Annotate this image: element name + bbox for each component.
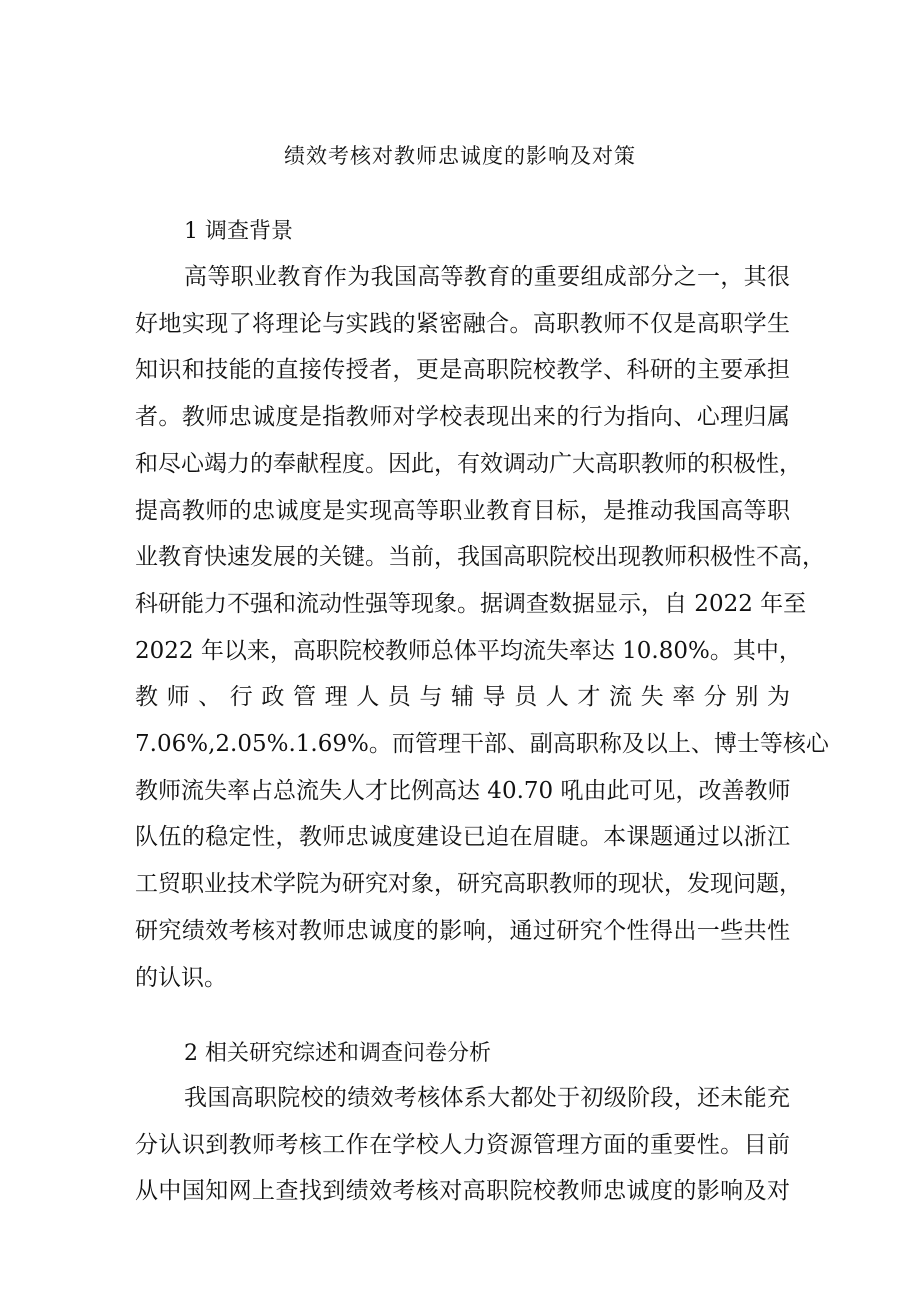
text-line: 教师流失率占总流失人才比例高达 40.70 吼由此可见，改善教师 (135, 777, 791, 804)
text-line: 队伍的稳定性，教师忠诚度建设已迫在眉睫。本课题通过以浙江 (135, 824, 790, 851)
text-line: 教 师 、 行 政 管 理 人 员 与 辅 导 员 人 才 流 失 率 分 别 为 (135, 684, 790, 711)
text-line: 业教育快速发展的关键。当前，我国高职院校出现教师积极性不高， (135, 544, 825, 571)
text-line: 研究绩效考核对教师忠诚度的影响，通过研究个性得出一些共性 (135, 917, 790, 944)
section-heading-2: 2 相关研究综述和调查问卷分析 (184, 1041, 491, 1066)
text-line: 和尽心竭力的奉献程度。因此，有效调动广大高职教师的积极性， (135, 450, 802, 477)
text-line: 知识和技能的直接传授者，更是高职院校教学、科研的主要承担 (135, 357, 790, 384)
document-title: 绩效考核对教师忠诚度的影响及对策 (284, 144, 636, 168)
text-line: 提高教师的忠诚度是实现高等职业教育目标，是推动我国高等职 (135, 497, 790, 524)
text-line: 从中国知网上查找到绩效考核对高职院校教师忠诚度的影响及对 (135, 1178, 790, 1205)
text-line: 分认识到教师考核工作在学校人力资源管理方面的重要性。目前 (135, 1131, 790, 1158)
text-line: 的认识。 (135, 964, 227, 991)
text-line: 工贸职业技术学院为研究对象，研究高职教师的现状，发现问题， (135, 871, 802, 898)
section-heading-1: 1 调查背景 (184, 219, 293, 244)
text-line: 好地实现了将理论与实践的紧密融合。高职教师不仅是高职学生 (135, 310, 790, 337)
text-line: 高等职业教育作为我国高等教育的重要组成部分之一，其很 (184, 264, 790, 290)
text-line: 我国高职院校的绩效考核体系大都处于初级阶段，还未能充 (184, 1085, 790, 1111)
text-line: 2022 年以来，高职院校教师总体平均流失率达 10.80%。其中， (135, 637, 802, 664)
text-line: 7.06%,2.05%.1.69%。而管理干部、副高职称及以上、博士等核心 (135, 731, 829, 757)
text-line: 者。教师忠诚度是指教师对学校表现出来的行为指向、心理归属 (135, 404, 790, 431)
text-line: 科研能力不强和流动性强等现象。据调查数据显示，自 2022 年至 (135, 590, 807, 617)
